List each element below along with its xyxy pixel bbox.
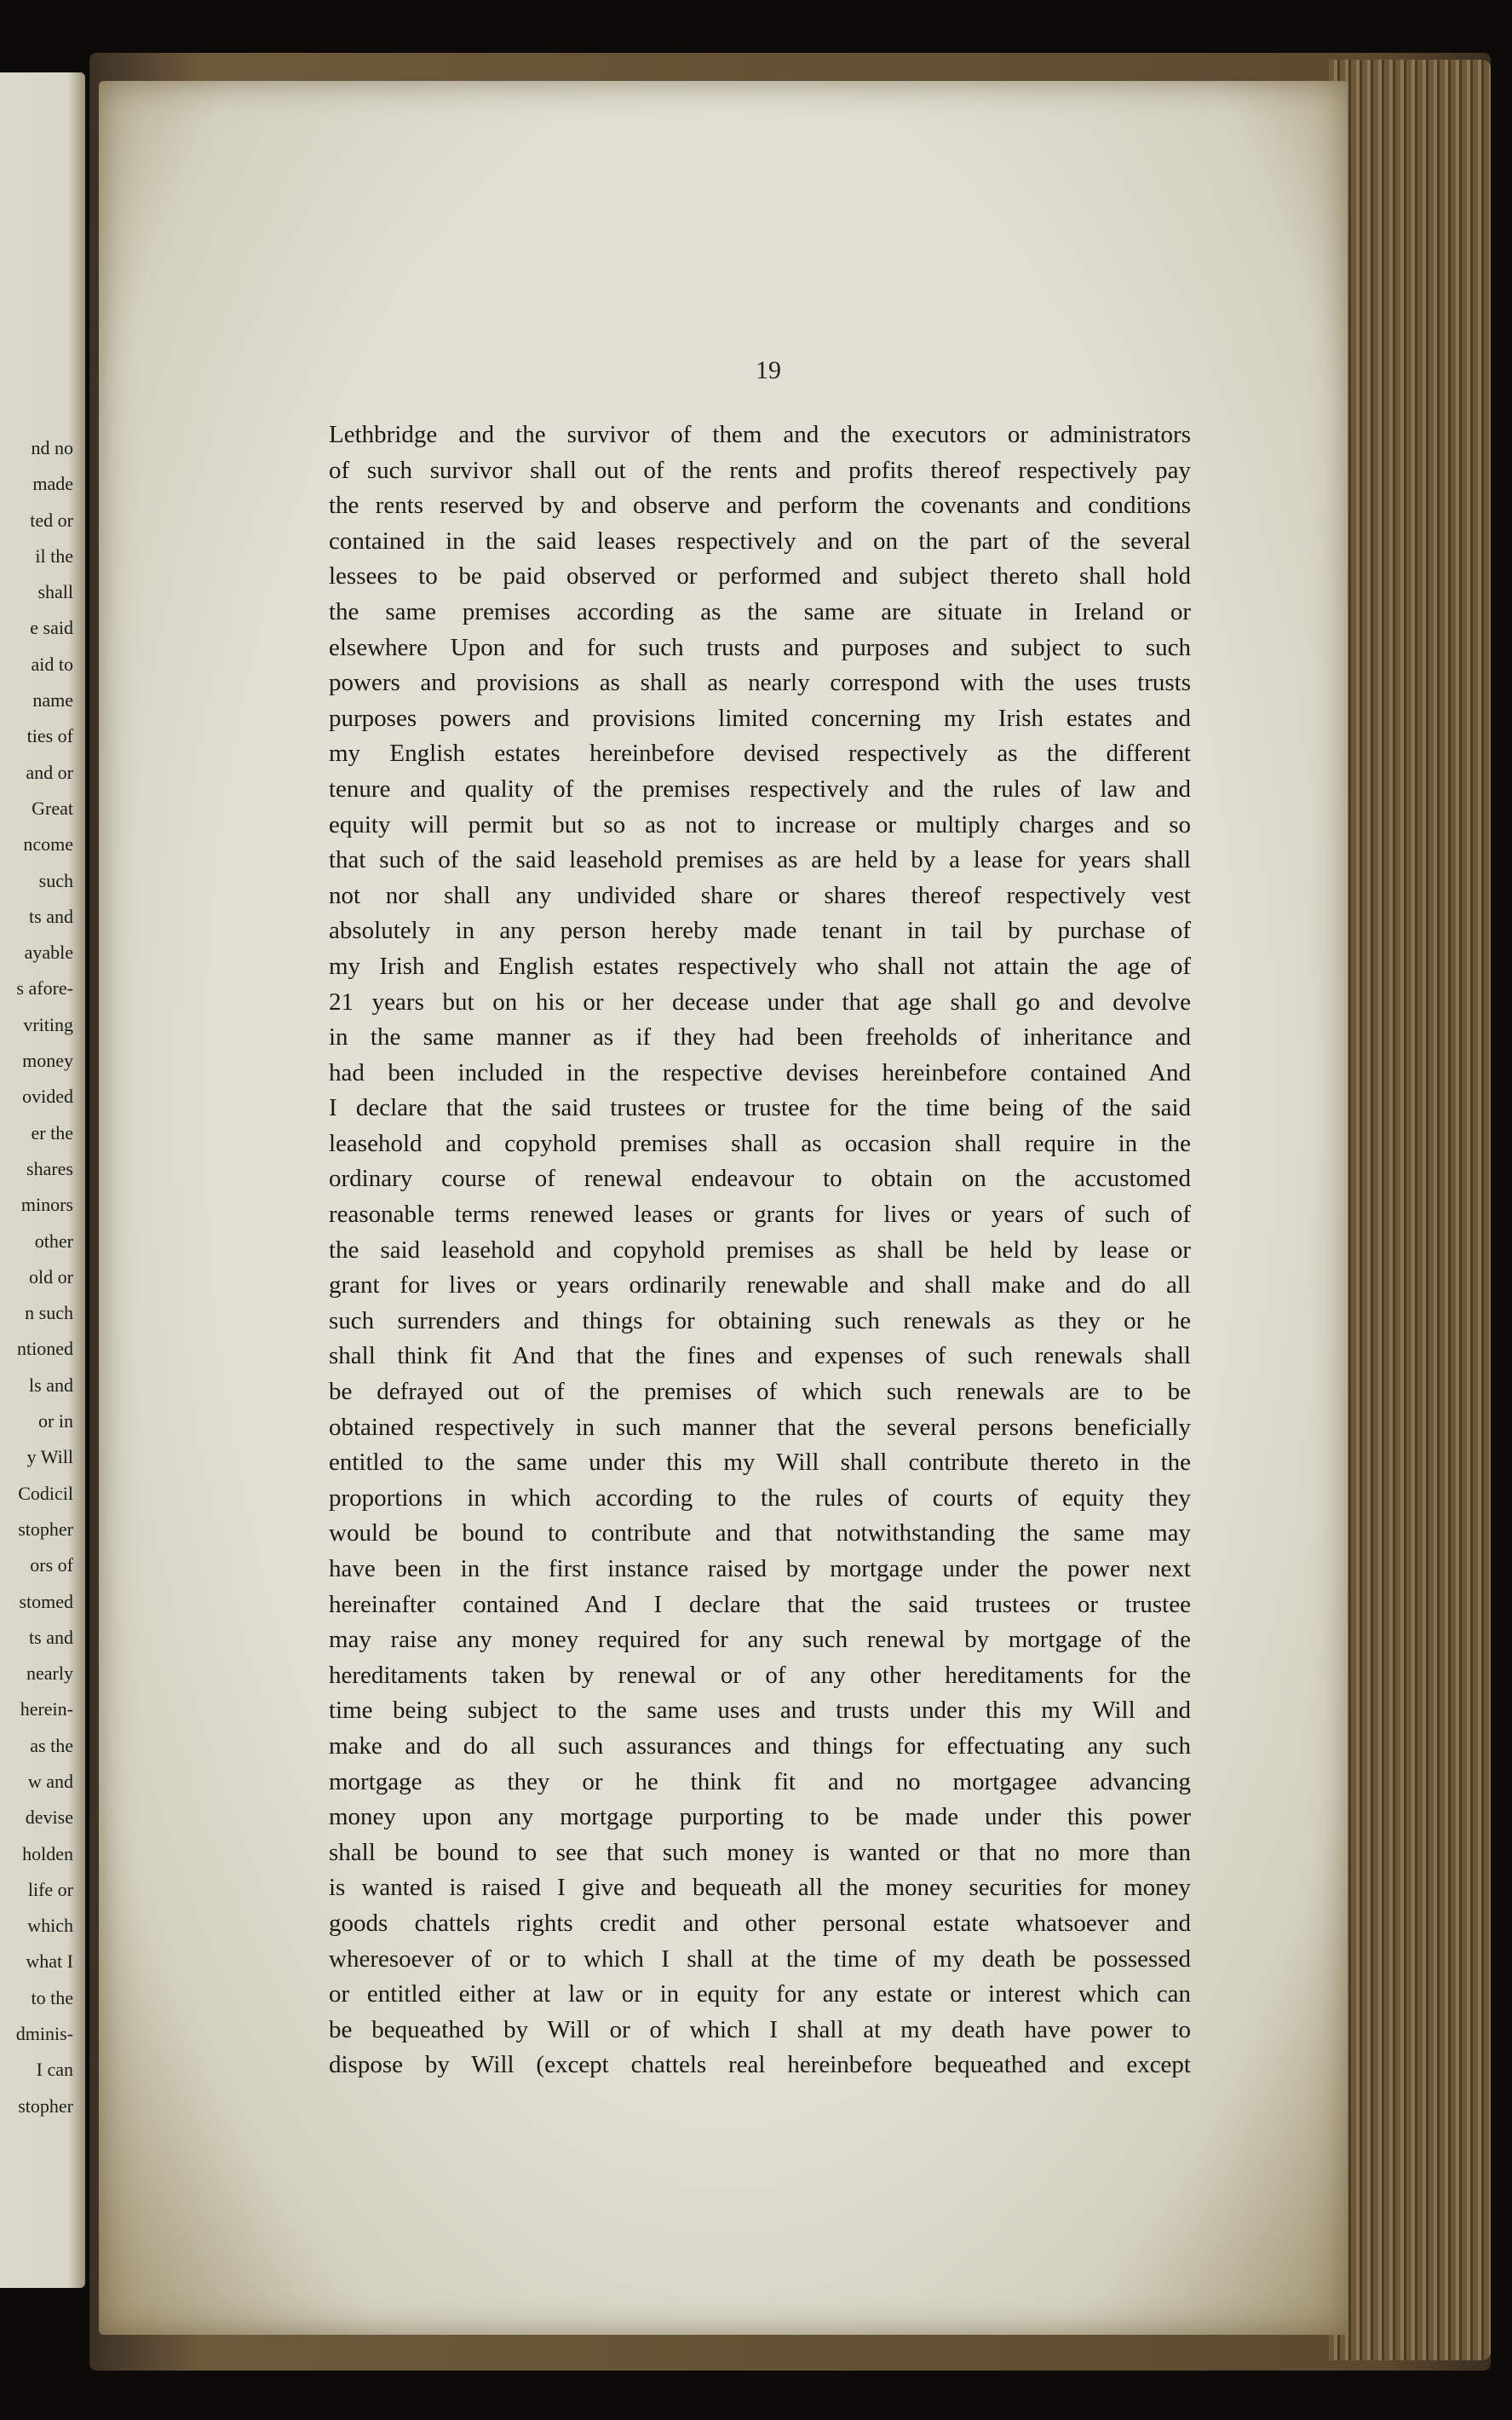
text-line: contained in the said leases respectively and on the part of the several: [329, 527, 1191, 555]
left-page: [0, 72, 85, 2288]
left-page-line: other: [34, 1230, 73, 1252]
text-line: mortgage as they or he think fit and no mortgagee advancing: [329, 1767, 1191, 1795]
text-line: hereditaments taken by renewal or of any other hereditaments for the: [329, 1661, 1191, 1689]
left-page-line: n such: [25, 1302, 73, 1324]
left-page-line: y Will: [26, 1446, 73, 1468]
left-page-text: [2, 430, 73, 2124]
left-page-line: Great: [32, 797, 73, 819]
left-page-line: shares: [26, 1157, 73, 1179]
text-line: obtained respectively in such manner that the several persons beneficially: [329, 1413, 1191, 1441]
left-page-line: such: [38, 869, 73, 891]
left-page-line: and or: [26, 761, 73, 783]
text-line: make and do all such assurances and things for effectuating any such: [329, 1731, 1191, 1760]
left-page-line: ts and: [29, 1626, 73, 1648]
left-page-line: shall: [37, 581, 73, 603]
left-page-line: money: [22, 1050, 73, 1072]
text-line: not nor shall any undivided share or shares thereof respectively vest: [329, 881, 1191, 909]
text-line: powers and provisions as shall as nearly correspond with the uses trusts: [329, 669, 1191, 697]
text-line: purposes powers and provisions limited concerning my Irish estates and: [329, 704, 1191, 732]
left-page-line: ntioned: [17, 1338, 73, 1360]
text-line: shall be bound to see that such money is wanted or that no more than: [329, 1838, 1191, 1866]
text-line: be defrayed out of the premises of which such renewals are to be: [329, 1378, 1191, 1406]
text-line: had been included in the respective devises hereinbefore contained And: [329, 1058, 1191, 1086]
text-line: would be bound to contribute and that notwithstanding the same may: [329, 1519, 1191, 1547]
left-page-line: life or: [27, 1878, 73, 1900]
text-line: I declare that the said trustees or trustee for the time being of the said: [329, 1094, 1191, 1122]
text-line: ordinary course of renewal endeavour to obtain on the accustomed: [329, 1165, 1191, 1193]
text-line: money upon any mortgage purporting to be made under this power: [329, 1803, 1191, 1831]
text-line: 21 years but on his or her decease under that age shall go and devolve: [329, 988, 1191, 1016]
text-line: be bequeathed by Will or of which I shall at my death have power to: [329, 2015, 1191, 2043]
text-line: Lethbridge and the survivor of them and the executors or administrators: [329, 421, 1191, 448]
text-line: reasonable terms renewed leases or grants for lives or years of such of: [329, 1201, 1191, 1229]
text-line: grant for lives or years ordinarily renewable and shall make and do all: [329, 1271, 1191, 1299]
left-page-line: herein-: [20, 1698, 73, 1720]
left-page-line: w and: [27, 1770, 73, 1792]
text-line: leasehold and copyhold premises shall as occasion shall require in the: [329, 1129, 1191, 1157]
text-line: that such of the said leasehold premises as are held by a lease for years shall: [329, 846, 1191, 874]
text-line: entitled to the same under this my Will shall contribute thereto in the: [329, 1449, 1191, 1477]
text-line: my Irish and English estates respectively who shall not attain the age of: [329, 952, 1191, 980]
left-page-line: Codicil: [18, 1482, 73, 1504]
text-line: tenure and quality of the premises respectively and the rules of law and: [329, 775, 1191, 803]
text-line: proportions in which according to the rules of courts of equity they: [329, 1484, 1191, 1512]
left-page-line: ties of: [26, 725, 73, 747]
left-page-line: ted or: [30, 509, 73, 531]
left-page-line: minors: [20, 1194, 73, 1216]
left-page-line: I can: [36, 2059, 73, 2081]
left-page-line: er the: [31, 1121, 73, 1144]
text-line: or entitled either at law or in equity for any estate or interest which can: [329, 1980, 1191, 2008]
text-line: have been in the first instance raised by mortgage under the power next: [329, 1555, 1191, 1582]
left-page-line: old or: [29, 1265, 73, 1288]
left-page-line: stopher: [18, 1518, 73, 1540]
left-page-line: name: [32, 689, 73, 712]
left-page-line: ncome: [23, 833, 73, 856]
text-line: goods chattels rights credit and other personal estate whatsoever and: [329, 1909, 1191, 1937]
text-line: elsewhere Upon and for such trusts and purposes and subject to such: [329, 633, 1191, 661]
left-page-line: as the: [30, 1734, 73, 1756]
left-page-line: vriting: [23, 1013, 73, 1035]
text-line: is wanted is raised I give and bequeath all the money securities for money: [329, 1874, 1191, 1902]
text-line: shall think fit And that the fines and expenses of such renewals shall: [329, 1342, 1191, 1370]
text-line: the same premises according as the same are situate in Ireland or: [329, 597, 1191, 625]
left-page-line: nd no: [31, 437, 73, 458]
text-line: absolutely in any person hereby made tenant in tail by purchase of: [329, 917, 1191, 945]
left-page-line: stopher: [18, 2094, 73, 2117]
text-line: in the same manner as if they had been freeholds of inheritance and: [329, 1023, 1191, 1052]
text-line: my English estates hereinbefore devised respectively as the different: [329, 740, 1191, 768]
left-page-line: il the: [35, 544, 73, 567]
left-page-line: ts and: [29, 905, 73, 927]
text-line: wheresoever of or to which I shall at the time of my death be possessed: [329, 1945, 1191, 1973]
left-page-line: aid to: [31, 653, 73, 675]
text-line: the said leasehold and copyhold premises as shall be held by lease or: [329, 1236, 1191, 1264]
text-line: equity will permit but so as not to increase or multiply charges and so: [329, 810, 1191, 838]
text-line: hereinafter contained And I declare that the said trustees or trustee: [329, 1590, 1191, 1618]
page-edges: [1329, 60, 1491, 2360]
left-page-line: dminis-: [15, 2023, 73, 2045]
left-page-line: what I: [26, 1950, 73, 1973]
text-line: lessees to be paid observed or performed and subject thereto shall hold: [329, 562, 1191, 591]
left-page-line: stomed: [19, 1590, 73, 1612]
text-line: the rents reserved by and observe and perform the covenants and conditions: [329, 492, 1191, 520]
left-page-line: e said: [30, 617, 73, 639]
left-page-line: ovided: [22, 1086, 73, 1108]
text-line: such surrenders and things for obtaining such renewals as they or he: [329, 1306, 1191, 1334]
left-page-line: made: [32, 473, 73, 495]
text-line: dispose by Will (except chattels real hereinbefore bequeathed and except: [329, 2051, 1191, 2079]
left-page-line: holden: [22, 1842, 73, 1864]
left-page-line: which: [27, 1915, 73, 1937]
text-line: may raise any money required for any such renewal by mortgage of the: [329, 1626, 1191, 1654]
left-page-line: nearly: [26, 1662, 73, 1685]
left-page-line: ayable: [24, 942, 73, 964]
left-page-line: or in: [38, 1410, 73, 1432]
body-text: [329, 418, 1191, 2083]
text-line: time being subject to the same uses and trusts under this my Will and: [329, 1697, 1191, 1725]
left-page-line: to the: [31, 1986, 73, 2008]
page-number: 19: [756, 356, 781, 384]
left-page-line: ors of: [30, 1554, 73, 1576]
left-page-line: devise: [25, 1806, 73, 1829]
left-page-line: ls and: [29, 1374, 73, 1396]
text-line: of such survivor shall out of the rents and profits thereof respectively pay: [329, 456, 1191, 484]
left-page-line: s afore-: [16, 977, 73, 1000]
